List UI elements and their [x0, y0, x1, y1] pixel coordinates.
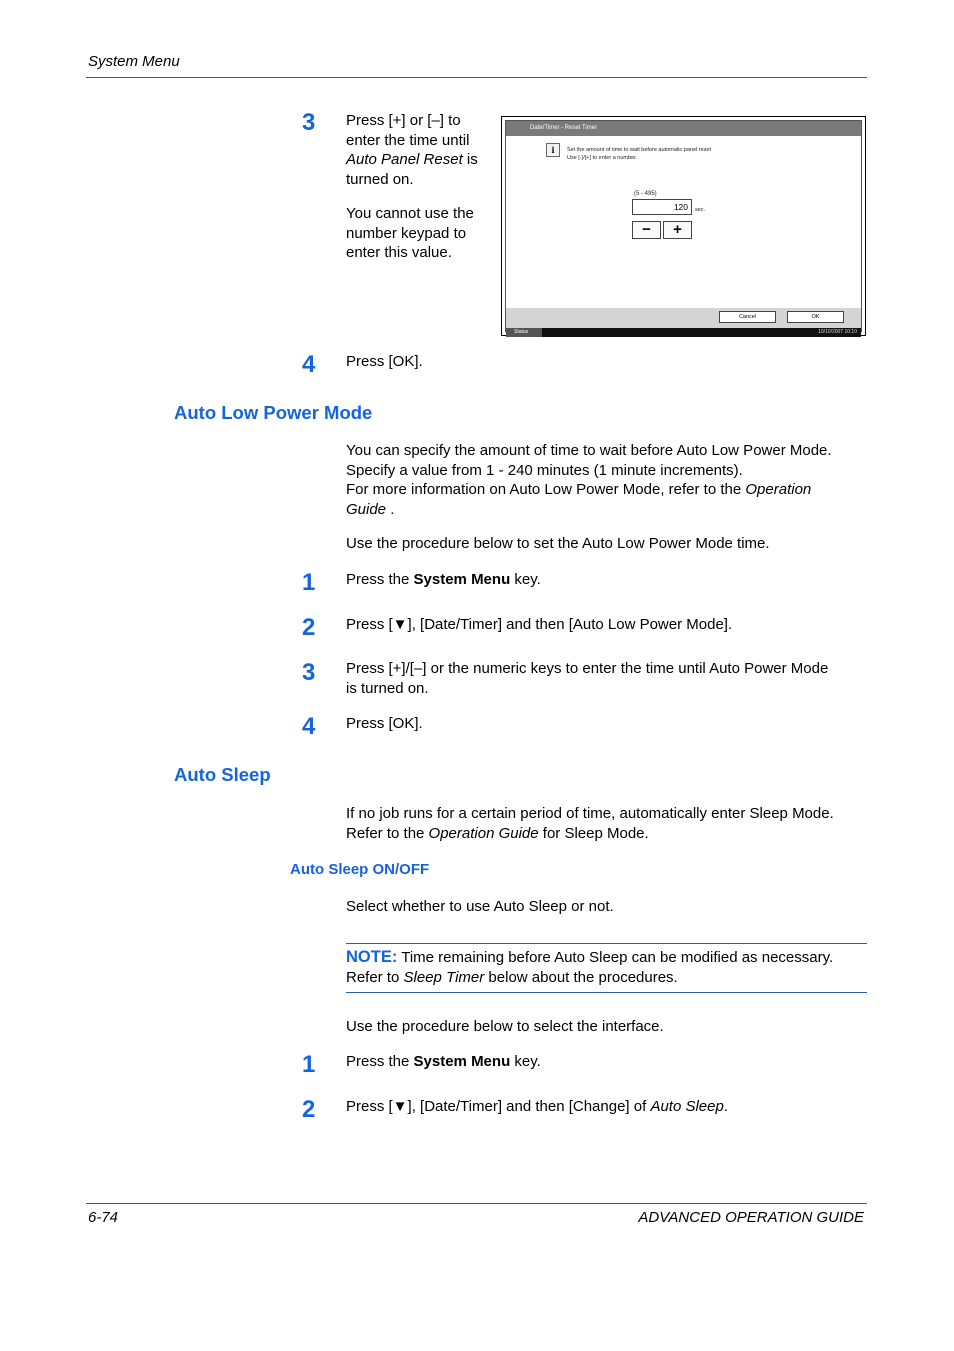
step-3-note-line: number keypad to	[346, 224, 467, 242]
page-number: 6-74	[88, 1209, 119, 1226]
note-bottom-rule	[346, 992, 867, 993]
step-text: Press the	[346, 571, 414, 588]
screen-message	[567, 146, 711, 162]
paragraph-line: Specify a value from 1 - 240 minutes (1 minute increments).	[346, 461, 743, 479]
step-3-note-line: You cannot use the	[346, 205, 474, 222]
screen-title: Date/Timer - Reset Timer	[506, 121, 861, 136]
screen-message-line: Set the amount of time to wait before automatic panel reset	[567, 147, 711, 153]
operation-guide-ref: Operation	[745, 481, 812, 498]
step-text: .	[723, 1098, 728, 1115]
section-heading: Auto Low Power Mode	[174, 402, 373, 423]
paragraph-text: .	[386, 500, 395, 518]
step-line: is turned on.	[346, 679, 429, 697]
paragraph-line	[346, 500, 871, 520]
cancel-button[interactable]: Cancel	[719, 311, 776, 323]
note-text: below about the procedures.	[484, 968, 678, 986]
step-3-line: Press [+] or [–] to	[346, 112, 461, 129]
plus-button[interactable]: +	[663, 221, 692, 239]
paragraph-line: You can specify the amount of time to wait before Auto Low Power Mode.	[346, 442, 832, 459]
subsection-heading: Auto Sleep ON/OFF	[290, 861, 430, 878]
step-line: Press [+]/[–] or the numeric keys to enter the time until Auto Power Mode	[346, 660, 829, 677]
step-number: 4	[302, 713, 316, 740]
info-icon: i	[546, 143, 560, 157]
note-box	[346, 948, 871, 987]
screen-footer	[506, 308, 861, 328]
sleep-timer-ref: Sleep Timer	[403, 968, 485, 986]
timer-value-field[interactable]: 120	[632, 199, 692, 215]
range-label: (5 - 495)	[634, 191, 657, 197]
select-text: Select whether to use Auto Sleep or not.	[346, 898, 614, 915]
step-2-text	[346, 1097, 728, 1117]
minus-button[interactable]: −	[632, 221, 661, 239]
step-4-text: Press [OK].	[346, 715, 423, 732]
paragraph-text: for Sleep Mode.	[538, 824, 649, 842]
step-3-line: turned on.	[346, 170, 414, 188]
ok-button[interactable]: OK	[787, 311, 844, 323]
device-screenshot	[501, 116, 866, 336]
step-number: 2	[302, 1096, 316, 1123]
note-top-rule	[346, 943, 867, 944]
procedure-intro: Use the procedure below to select the interface.	[346, 1018, 664, 1035]
auto-panel-reset-term: Auto Panel Reset	[346, 151, 463, 168]
step-number: 3	[302, 109, 316, 136]
note-line	[346, 968, 871, 988]
step-3-line-rest: is	[462, 151, 478, 168]
step-2-text: Press [▼], [Date/Timer] and then [Auto Low Power Mode].	[346, 616, 733, 633]
step-3-text	[346, 111, 496, 189]
paragraph-line	[346, 480, 871, 500]
screen-body	[506, 136, 861, 308]
screen-message-line: Use [-]/[+] to enter a number.	[567, 155, 638, 161]
step-number: 1	[302, 1051, 316, 1078]
step-4-text: Press [OK].	[346, 353, 423, 370]
running-header: System Menu	[88, 53, 180, 70]
status-datetime: 10/10/2007 10:10	[818, 329, 857, 335]
system-menu-key: System Menu	[413, 1053, 511, 1070]
auto-sleep-term: Auto Sleep	[650, 1098, 724, 1115]
paragraph-line: If no job runs for a certain period of time, automatically enter Sleep Mode.	[346, 805, 834, 822]
step-text: Press the	[346, 1053, 414, 1070]
step-number: 4	[302, 351, 316, 378]
step-text: key.	[510, 571, 541, 588]
footer-rule	[86, 1203, 867, 1204]
step-3-note-line: enter this value.	[346, 244, 452, 261]
operation-guide-ref: Operation Guide	[428, 824, 539, 842]
step-text: key.	[510, 1053, 541, 1070]
section-paragraph	[346, 804, 871, 843]
header-rule	[86, 77, 867, 78]
status-bar	[506, 328, 861, 337]
step-number: 2	[302, 614, 316, 641]
note-label: NOTE:	[346, 948, 398, 966]
section-paragraph	[346, 441, 871, 519]
section-heading: Auto Sleep	[174, 764, 271, 785]
note-text: Time remaining before Auto Sleep can be modified as necessary.	[397, 949, 834, 966]
step-3-line: enter the time until	[346, 131, 470, 149]
device-screen	[505, 120, 862, 335]
step-number: 3	[302, 659, 316, 686]
system-menu-key: System Menu	[413, 571, 511, 588]
operation-guide-ref: Guide	[346, 500, 387, 518]
step-3-line	[346, 150, 496, 170]
paragraph-text: Refer to the	[346, 824, 429, 842]
status-tab[interactable]: Status	[506, 328, 542, 337]
step-3-note	[346, 204, 496, 263]
note-line	[346, 948, 871, 968]
step-3-text	[346, 659, 871, 698]
procedure-intro: Use the procedure below to set the Auto Low Power Mode time.	[346, 535, 770, 552]
step-text: Press [▼], [Date/Timer] and then [Change] of	[346, 1098, 651, 1115]
step-1-text	[346, 570, 541, 590]
step-number: 1	[302, 569, 316, 596]
guide-title: ADVANCED OPERATION GUIDE	[638, 1209, 864, 1226]
note-text: Refer to	[346, 968, 404, 986]
unit-label: sec.	[695, 207, 706, 213]
paragraph-text: For more information on Auto Low Power Mode, refer to the	[346, 481, 746, 498]
paragraph-line	[346, 824, 871, 844]
step-1-text	[346, 1052, 541, 1072]
